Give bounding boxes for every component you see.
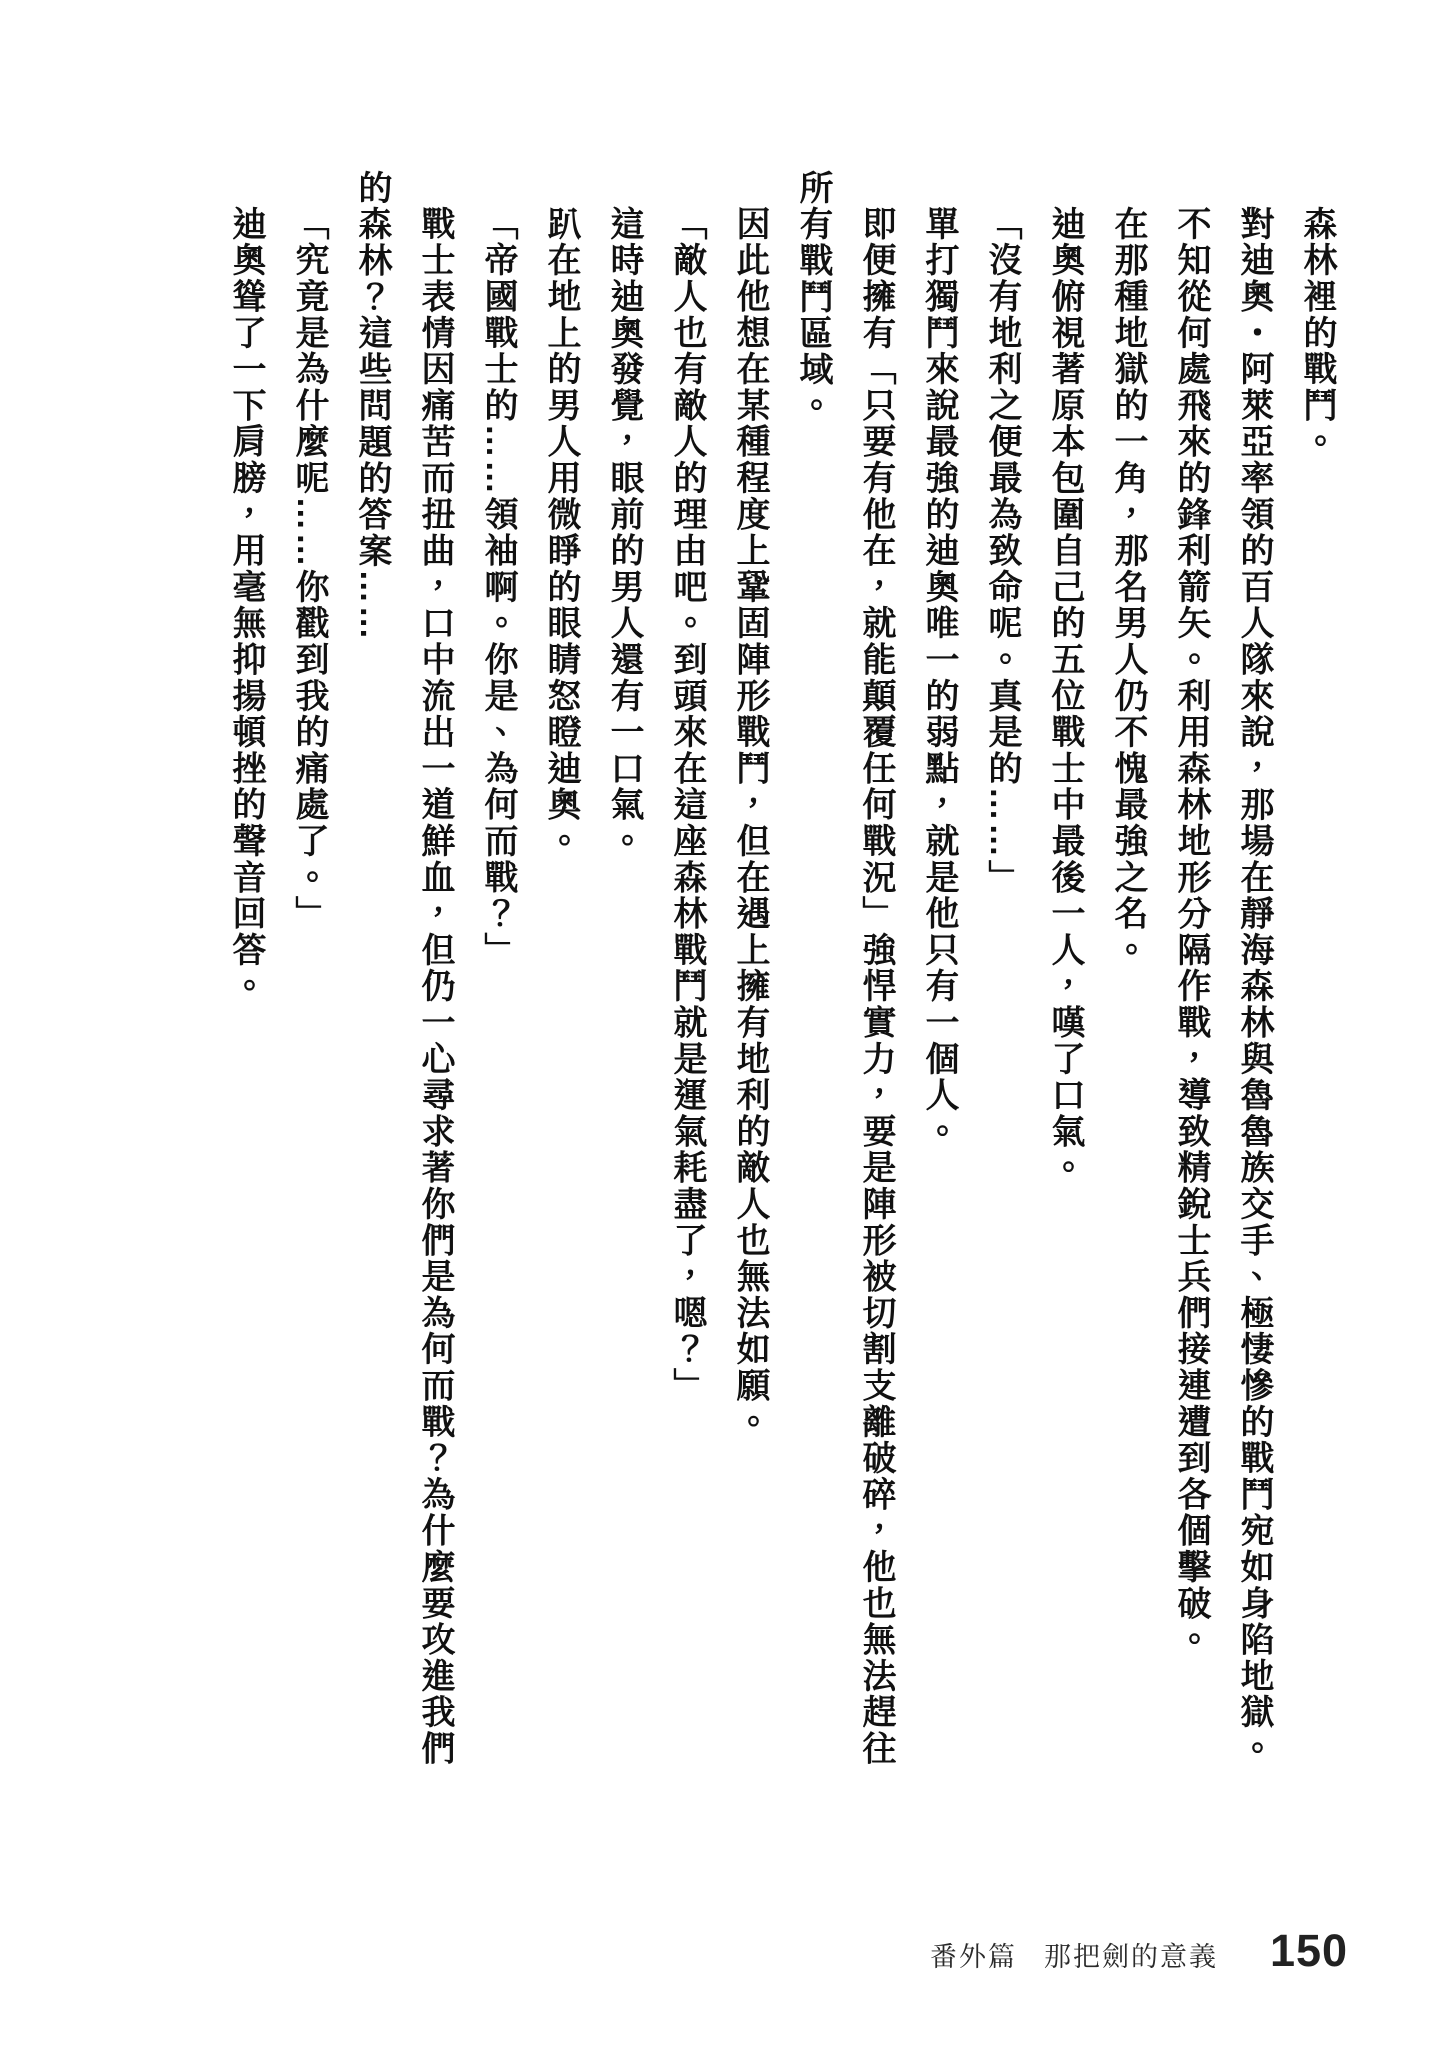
paragraph: 迪奧聳了一下肩膀，用毫無抑揚頓挫的聲音回答。 [227, 206, 265, 1005]
paragraph: 戰士表情因痛苦而扭曲，口中流出一道鮮血，但仍一心尋求著你們是為何而戰？為什麼要攻進我們的森林？這些問題的答案…… [353, 170, 454, 1768]
paragraph-dialogue: 「帝國戰士的……領袖啊。你是、為何而戰？」 [479, 206, 517, 969]
page-number: 150 [1270, 1925, 1349, 1976]
footer-section-label: 番外篇 [930, 1942, 1017, 1972]
paragraph: 即便擁有「只要有他在，就能顛覆任何戰況」強悍實力，要是陣形被切割支離破碎，他也無法趕往所有戰鬥區域。 [794, 170, 895, 1768]
footer-chapter-title: 那把劍的意義 [1044, 1942, 1218, 1972]
paragraph: 不知從何處飛來的鋒利箭矢。利用森林地形分隔作戰，導致精銳士兵們接連遭到各個擊破。 [1172, 206, 1210, 1659]
paragraph-dialogue: 「究竟是為什麼呢……你戳到我的痛處了。」 [290, 206, 328, 933]
paragraph: 森林裡的戰鬥。 [1298, 206, 1336, 461]
paragraph-dialogue: 「敵人也有敵人的理由吧。到頭來在這座森林戰鬥就是運氣耗盡了，嗯？」 [668, 206, 706, 1405]
paragraph: 趴在地上的男人用微睜的眼睛怒瞪迪奧。 [542, 206, 580, 860]
paragraph: 單打獨鬥來說最強的迪奧唯一的弱點，就是他只有一個人。 [920, 206, 958, 1151]
vertical-text-block [214, 170, 1348, 1768]
page-footer [930, 1925, 1348, 1977]
paragraph: 迪奧俯視著原本包圍自己的五位戰士中最後一人，嘆了口氣。 [1046, 206, 1084, 1187]
paragraph: 因此他想在某種程度上鞏固陣形戰鬥，但在遇上擁有地利的敵人也無法如願。 [731, 206, 769, 1441]
paragraph: 對迪奧・阿萊亞率領的百人隊來說，那場在靜海森林與魯魯族交手、極悽慘的戰鬥宛如身陷地獄。 [1235, 206, 1273, 1768]
paragraph-dialogue: 「沒有地利之便最為致命呢。真是的……」 [983, 206, 1021, 896]
paragraph: 這時迪奧發覺，眼前的男人還有一口氣。 [605, 206, 643, 860]
paragraph: 在那種地獄的一角，那名男人仍不愧最強之名。 [1109, 206, 1147, 969]
